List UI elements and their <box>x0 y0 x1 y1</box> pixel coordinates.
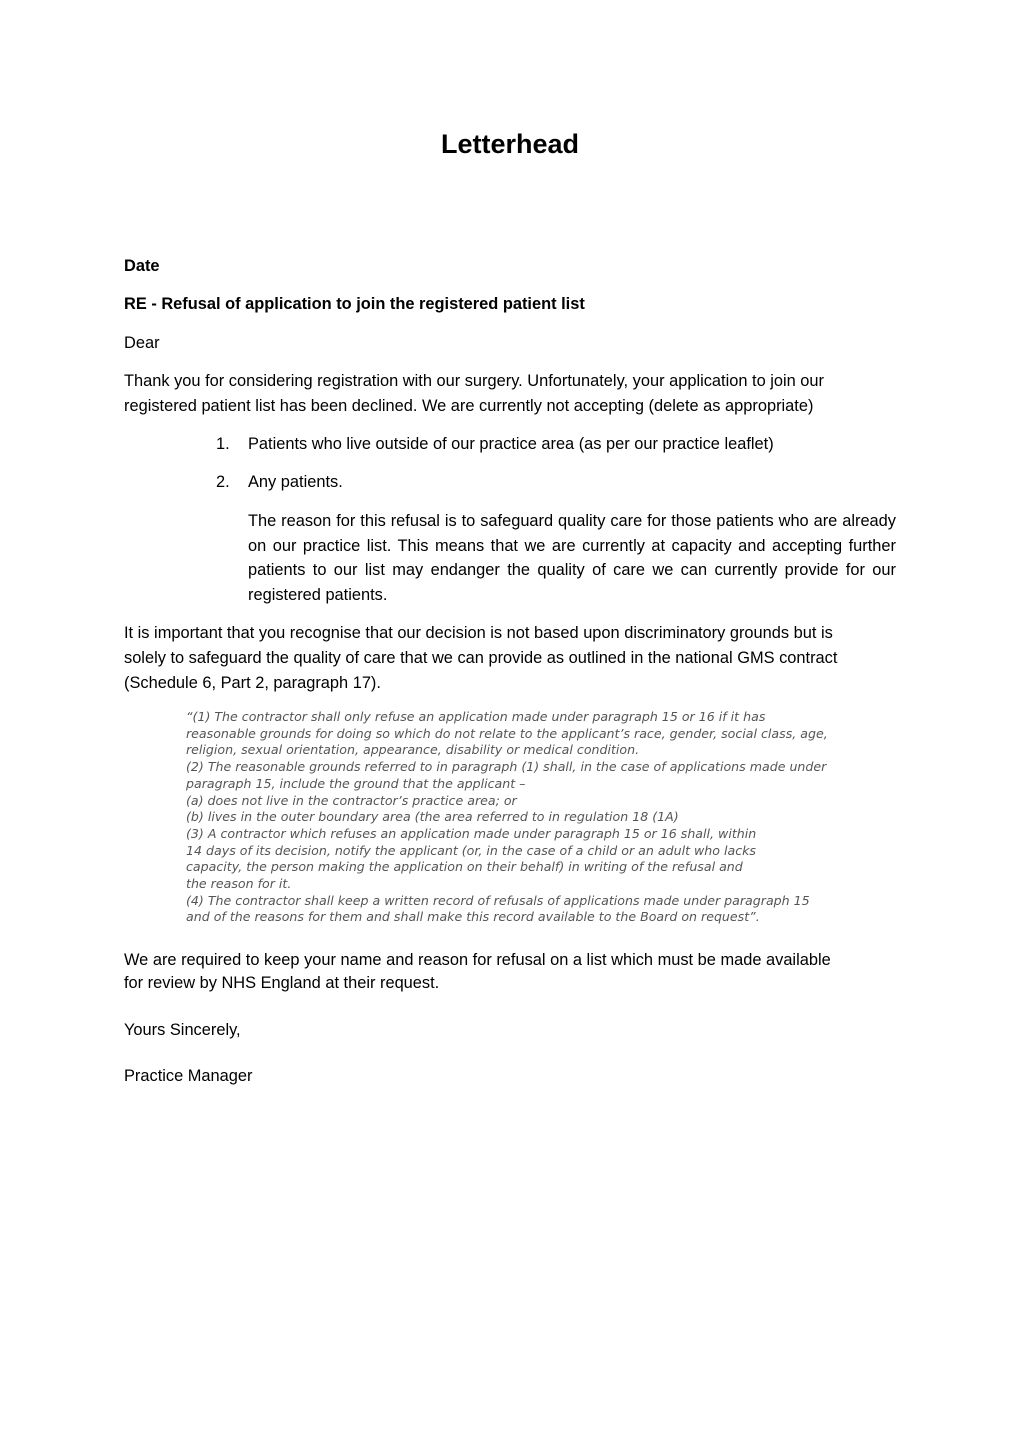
signature: Practice Manager <box>124 1067 253 1085</box>
letterhead-title: Letterhead <box>440 129 580 159</box>
quote-line: (2) The reasonable grounds referred to in paragraph (1) shall, in the case of applications made under <box>186 759 827 775</box>
quote-line: (3) A contractor which refuses an application made under paragraph 15 or 16 shall, within <box>186 825 757 841</box>
important-paragraph <box>124 621 896 696</box>
important-line: It is important that you recognise that our decision is not based upon discriminatory grounds but is <box>124 624 833 642</box>
required-paragraph <box>124 949 896 995</box>
salutation: Dear <box>124 334 160 352</box>
quote-line: (a) does not live in the contractor’s practice area; or <box>186 792 517 808</box>
quote-line: (b) lives in the outer boundary area (the area referred to in regulation 18 (1A) <box>186 809 679 825</box>
date-label: Date <box>124 257 160 275</box>
contract-quote <box>186 709 906 926</box>
quote-line: (4) The contractor shall keep a written record of refusals of applications made under paragraph 15 <box>186 892 810 908</box>
list-text: Any patients. <box>248 473 343 491</box>
quote-line: and of the reasons for them and shall make this record available to the Board on request”. <box>186 909 760 925</box>
required-line: We are required to keep your name and reason for refusal on a list which must be made available <box>124 951 831 969</box>
list-item <box>216 470 896 495</box>
list-number: 2. <box>216 473 230 491</box>
quote-line: 14 days of its decision, notify the applicant (or, in the case of a child or an adult who lacks <box>186 842 756 858</box>
reason-paragraph: The reason for this refusal is to safeguard quality care for those patients who are already on our practice list. This means that we are currently at capacity and accepting further patients to our list may endanger the quality of care we can currently provide for our registered patients. <box>248 512 896 604</box>
list-item <box>216 432 896 457</box>
quote-line: capacity, the person making the application on their behalf) in writing of the refusal and <box>186 859 743 875</box>
subject-line: RE - Refusal of application to join the registered patient list <box>124 295 585 313</box>
quote-line: the reason for it. <box>186 876 292 892</box>
important-line: (Schedule 6, Part 2, paragraph 17). <box>124 674 381 692</box>
closing: Yours Sincerely, <box>124 1021 241 1039</box>
required-line: for review by NHS England at their request. <box>124 974 440 992</box>
important-line: solely to safeguard the quality of care that we can provide as outlined in the national GMS contract <box>124 649 838 667</box>
intro-line: registered patient list has been declined. We are currently not accepting (delete as appropriate) <box>124 397 814 415</box>
list-number: 1. <box>216 435 230 453</box>
list-text: Patients who live outside of our practice area (as per our practice leaflet) <box>248 435 774 453</box>
quote-line: “(1) The contractor shall only refuse an application made under paragraph 15 or 16 if it has <box>186 709 766 724</box>
quote-line: religion, sexual orientation, appearance, disability or medical condition. <box>186 742 640 758</box>
intro-line: Thank you for considering registration with our surgery. Unfortunately, your application to join our <box>124 372 824 390</box>
intro-paragraph <box>124 369 896 419</box>
quote-line: reasonable grounds for doing so which do not relate to the applicant’s race, gender, social class, age, <box>186 725 828 741</box>
quote-line: paragraph 15, include the ground that the applicant – <box>186 775 526 791</box>
